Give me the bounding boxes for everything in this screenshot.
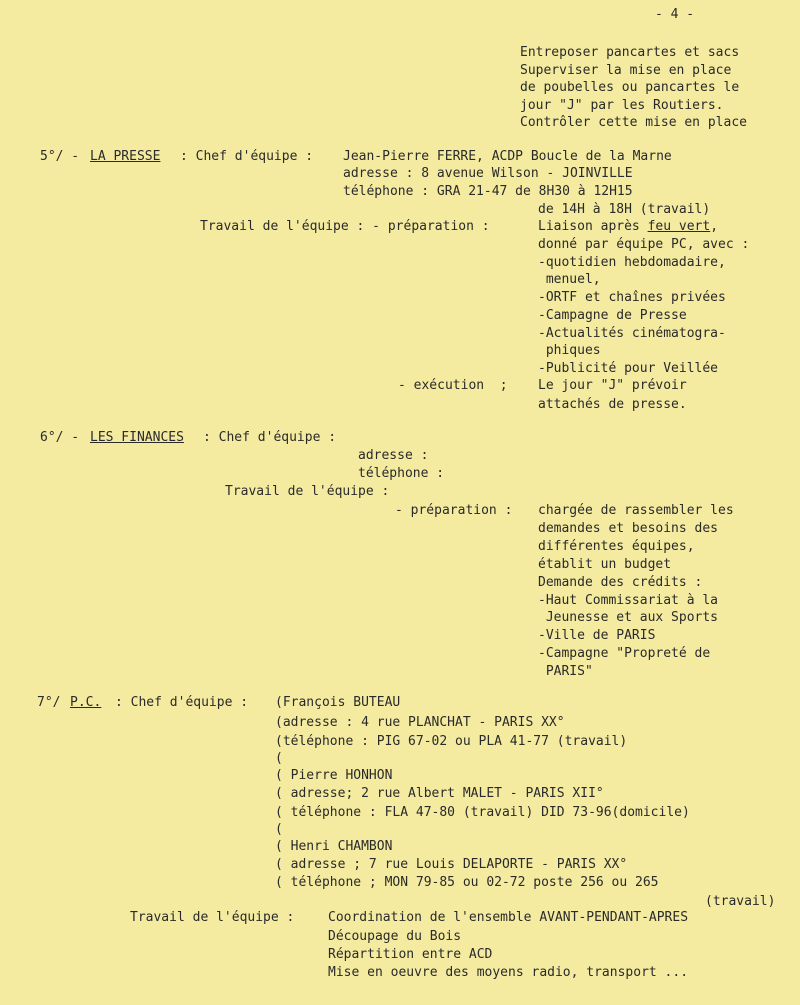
- pc-contact-line: (téléphone : PIG 67-02 ou PLA 41-77 (travail): [275, 734, 628, 749]
- prep-line: Demande des crédits :: [538, 575, 703, 590]
- prep-line: donné par équipe PC, avec :: [538, 237, 750, 252]
- section-title-pc: P.C.: [70, 695, 102, 710]
- section-number: 7°/: [37, 695, 61, 710]
- prep-line: établit un budget: [538, 557, 672, 572]
- travail-line: Découpage du Bois: [328, 929, 462, 944]
- prep-text: Liaison après: [538, 219, 648, 234]
- prep-line: -Ville de PARIS: [538, 628, 656, 643]
- prep-line: -ORTF et chaînes privées: [538, 290, 726, 305]
- pc-contact-line: ( téléphone ; MON 79-85 ou 02-72 poste 256 ou 265: [275, 875, 659, 890]
- prep-line: différentes équipes,: [538, 539, 695, 554]
- exec-line: attachés de presse.: [538, 397, 687, 412]
- travail-label: Travail de l'équipe : - préparation :: [200, 219, 490, 234]
- exec-label: - exécution ;: [398, 378, 508, 393]
- prep-underlined: feu vert: [647, 219, 711, 234]
- page-number: - 4 -: [655, 7, 695, 22]
- prep-line: phiques: [538, 343, 601, 358]
- prep-line: -Campagne "Propreté de: [538, 646, 711, 661]
- top-task-line: Entreposer pancartes et sacs: [520, 45, 740, 60]
- prep-line: -Haut Commissariat à la: [538, 593, 719, 608]
- chef-label: : Chef d'équipe :: [203, 430, 337, 445]
- section-title-presse: LA PRESSE: [90, 149, 161, 164]
- pc-contact-line: ( téléphone : FLA 47-80 (travail) DID 73-96(domicile): [275, 805, 690, 820]
- pc-contact-line: ( Pierre HONHON: [275, 768, 393, 783]
- travail-label: Travail de l'équipe :: [225, 484, 390, 499]
- top-task-line: jour "J" par les Routiers.: [520, 98, 724, 113]
- pc-contact-line: ( adresse ; 7 rue Louis DELAPORTE - PARIS XX°: [275, 857, 628, 872]
- adresse-line: adresse :: [358, 448, 429, 463]
- prep-line: menuel,: [538, 272, 601, 287]
- pc-contact-line: (: [275, 751, 283, 766]
- section-number: 5°/ -: [40, 149, 80, 164]
- prep-line: -Campagne de Presse: [538, 308, 687, 323]
- prep-label: - préparation :: [395, 503, 513, 518]
- prep-line: Jeunesse et aux Sports: [538, 610, 719, 625]
- pc-contact-line: (: [275, 822, 283, 837]
- prep-line: chargée de rassembler les: [538, 503, 734, 518]
- prep-text: ,: [710, 219, 719, 234]
- adresse-line: adresse : 8 avenue Wilson - JOINVILLE: [343, 166, 633, 181]
- travail-line: Coordination de l'ensemble AVANT-PENDANT-APRES: [328, 910, 689, 925]
- top-task-line: Contrôler cette mise en place: [520, 115, 747, 130]
- prep-line: -quotidien hebdomadaire,: [538, 255, 726, 270]
- pc-contact-line: ( adresse; 2 rue Albert MALET - PARIS XII°: [275, 786, 604, 801]
- pc-contact-line: (adresse : 4 rue PLANCHAT - PARIS XX°: [275, 715, 565, 730]
- travail-line: Répartition entre ACD: [328, 947, 493, 962]
- chef-value: Jean-Pierre FERRE, ACDP Boucle de la Marne: [343, 149, 672, 164]
- pc-contact-line: (François BUTEAU: [275, 695, 401, 710]
- chef-label: : Chef d'équipe :: [180, 149, 314, 164]
- top-task-line: de poubelles ou pancartes le: [520, 80, 740, 95]
- hours-line: de 14H à 18H (travail): [538, 202, 711, 217]
- prep-line: [538, 218, 718, 235]
- exec-line: Le jour "J" prévoir: [538, 378, 687, 393]
- top-task-line: Superviser la mise en place: [520, 63, 732, 78]
- telephone-line: téléphone :: [358, 466, 445, 481]
- prep-line: -Publicité pour Veillée: [538, 361, 719, 376]
- prep-line: -Actualités cinématogra-: [538, 326, 726, 341]
- prep-line: PARIS": [538, 664, 593, 679]
- section-number: 6°/ -: [40, 430, 80, 445]
- pc-contact-line: (travail): [705, 894, 776, 909]
- section-title-finances: LES FINANCES: [90, 430, 184, 445]
- chef-label: : Chef d'équipe :: [115, 695, 249, 710]
- pc-contact-line: ( Henri CHAMBON: [275, 839, 393, 854]
- telephone-line: téléphone : GRA 21-47 de 8H30 à 12H15: [343, 184, 633, 199]
- travail-label: Travail de l'équipe :: [130, 910, 295, 925]
- prep-line: demandes et besoins des: [538, 521, 719, 536]
- travail-line: Mise en oeuvre des moyens radio, transport ...: [328, 965, 689, 980]
